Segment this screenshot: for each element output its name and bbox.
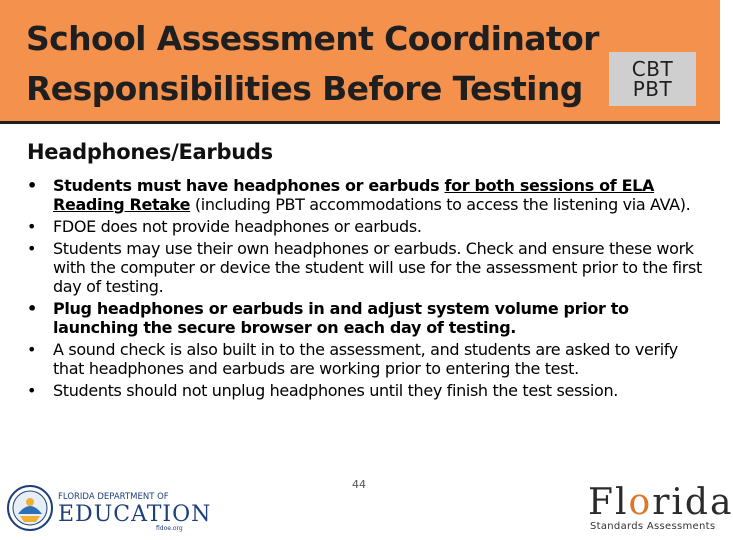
bullet-text: (including PBT accommodations to access the listening via AVA). [190,195,691,214]
bullet-text: Students must have headphones or earbuds [53,176,445,195]
seal-icon [8,486,52,530]
florida-standards-assessments-logo [588,482,733,534]
wordmark-part: rida [652,482,733,523]
bullet-item [25,239,713,296]
bullet-text: FDOE does not provide headphones or earbuds. [53,217,422,236]
bullet-list [25,176,713,403]
bullet-text: A sound check is also built in to the assessment, and students are asked to verify that headphones and earbuds are working prior to entering the test. [53,340,678,378]
wordmark-part: Fl [588,482,629,523]
bullet-dot: • [27,176,37,195]
wordmark-accent: o [628,482,653,523]
bullet-dot: • [27,299,37,318]
slide-title [26,14,599,114]
title-line-2: Responsibilities Before Testing [26,69,583,108]
logo-line-1: FLORIDA DEPARTMENT OF [58,492,169,502]
bullet-dot: • [27,217,37,236]
page-number: 44 [352,478,366,491]
bullet-item [25,176,713,214]
florida-doe-logo [6,484,210,532]
bullet-item [25,299,713,337]
bullet-item [25,381,713,400]
logo-line-3: fldoe.org [156,525,183,532]
logo-tagline: Standards Assessments [590,521,716,532]
bullet-item [25,340,713,378]
test-mode-badge [609,52,696,106]
bullet-dot: • [27,239,37,258]
bullet-item [25,217,713,236]
bullet-dot: • [27,340,37,359]
bullet-text: Plug headphones or earbuds in and adjust system volume prior to launching the secure browser on each day of testing. [53,299,629,337]
slide-header [0,0,720,124]
bullet-text: Students should not unplug headphones until they finish the test session. [53,381,618,400]
bullet-dot: • [27,381,37,400]
logo-line-2: EDUCATION [58,502,212,527]
bullet-underlined-text: for both sessions of ELA Reading Retake [53,176,655,214]
badge-cbt: CBT [631,57,674,81]
logo-wordmark [588,484,733,522]
bullet-text: Students may use their own headphones or earbuds. Check and ensure these work with the computer or device the student will use for the assessment prior to the first day of testing. [53,239,702,296]
badge-pbt: PBT [632,77,673,101]
title-line-1: School Assessment Coordinator [26,19,599,58]
section-heading: Headphones/Earbuds [27,140,273,164]
